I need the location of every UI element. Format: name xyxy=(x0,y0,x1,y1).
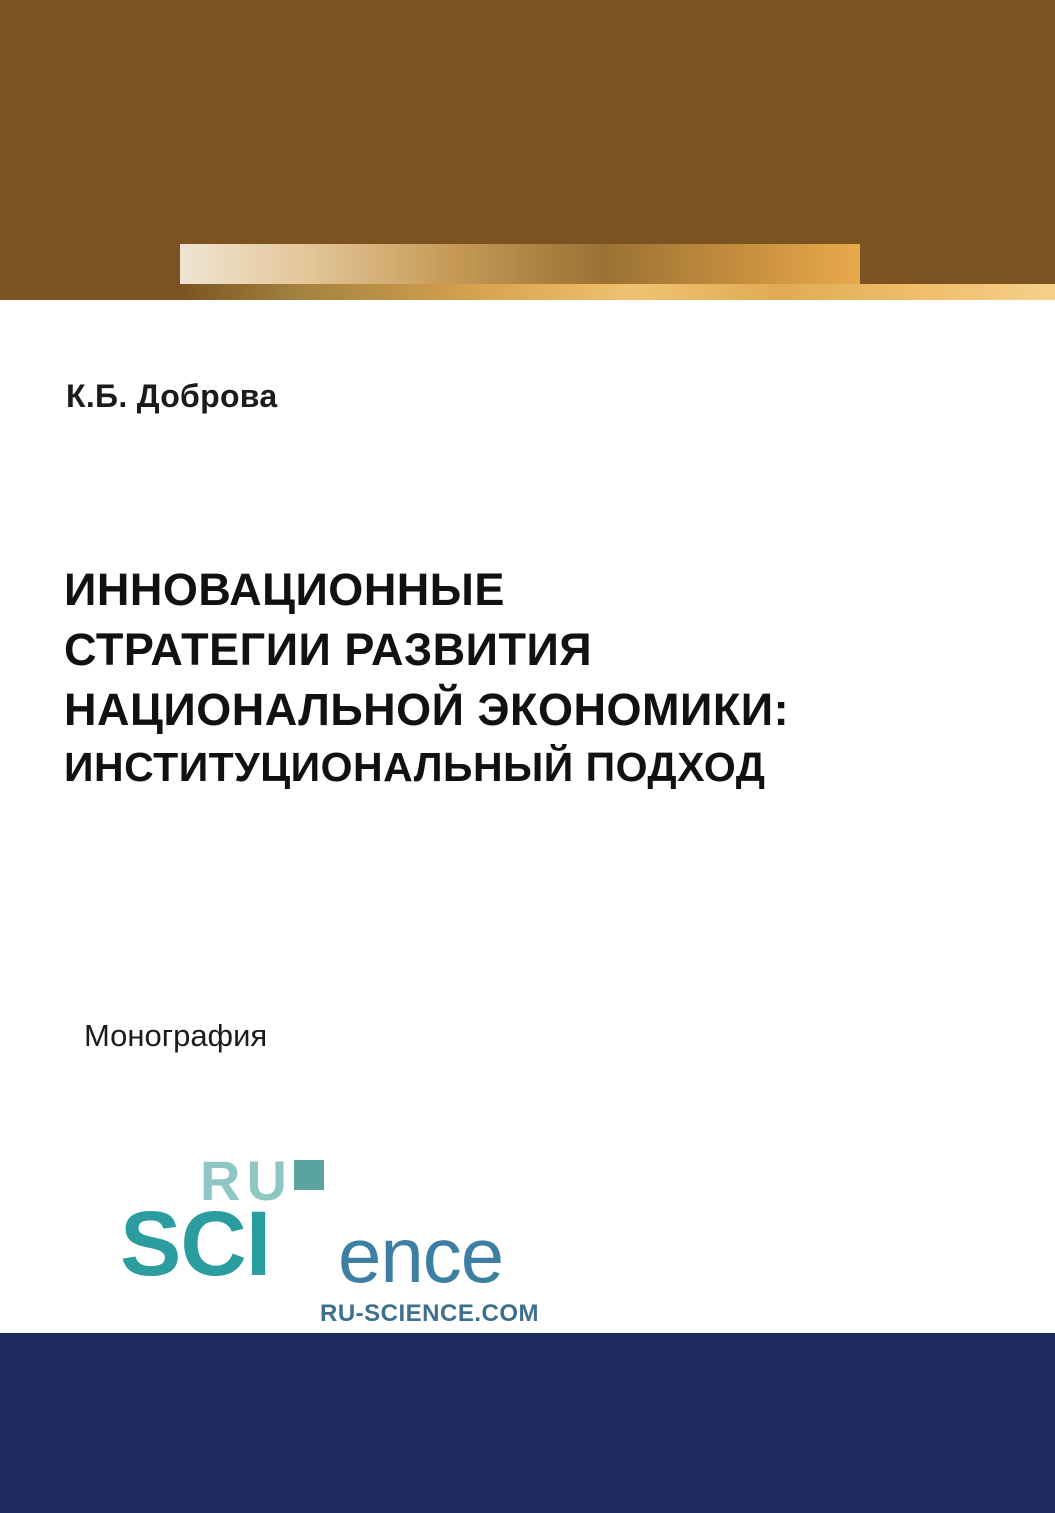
title-line-1: ИННОВАЦИОННЫЕ xyxy=(64,564,505,615)
logo-ence-text: ence xyxy=(338,1211,504,1299)
title-line-4: ИНСТИТУЦИОНАЛЬНЫЙ ПОДХОД xyxy=(64,743,766,790)
book-genre: Монография xyxy=(84,1018,268,1053)
bottom-decorative-band xyxy=(0,1333,1055,1513)
logo-square-icon xyxy=(294,1160,324,1190)
publisher-logo xyxy=(120,1148,540,1327)
top-decorative-band xyxy=(0,0,1055,300)
title-line-3: НАЦИОНАЛЬНОЙ ЭКОНОМИКИ: xyxy=(64,683,790,735)
top-band-accent-strip xyxy=(0,284,1055,300)
book-title xyxy=(64,560,964,794)
logo-ru-text: RU xyxy=(200,1149,293,1212)
title-line-2: СТРАТЕГИИ РАЗВИТИЯ xyxy=(64,623,593,675)
author-name: К.Б. Доброва xyxy=(66,378,278,414)
logo-sci-text: SCI xyxy=(120,1193,271,1295)
logo-domain-text: RU-SCIENCE.COM xyxy=(320,1300,540,1327)
